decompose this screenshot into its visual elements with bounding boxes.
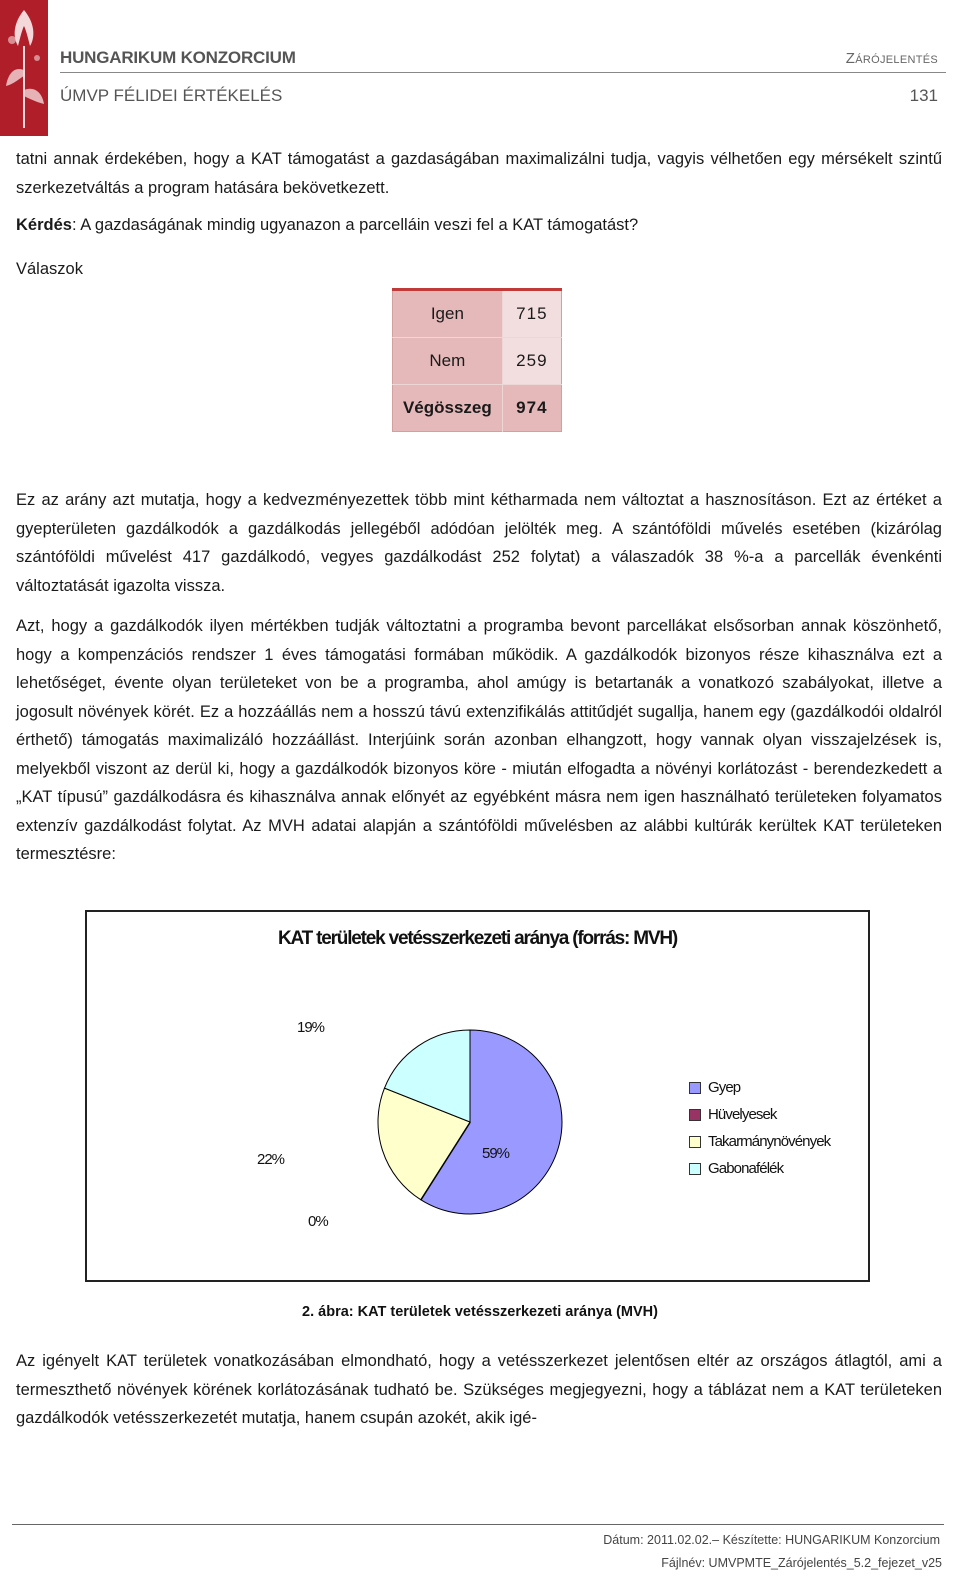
header-organization: HUNGARIKUM KONZORCIUM xyxy=(60,48,296,67)
legend-item xyxy=(689,1128,869,1155)
data-label-gabonafelek: 19% xyxy=(297,1019,325,1036)
table-total-row xyxy=(393,385,562,432)
total-value: 974 xyxy=(502,385,561,432)
table-row xyxy=(393,290,562,338)
paragraph-2: Ez az arány azt mutatja, hogy a kedvezményezettek több mint kétharmada nem változtat a hasznosításon. Ezt az értéket a gyepterületen gazdálkodók a gazdálkodás jellegéből adódóan jelölték meg. A szántóföldi művelés esetében (kizárólag szántóföldi művelést 417 gazdálkodó, vegyes gazdálkodást 252 folytat) a válaszadók 38 %-a a parcellák évenkénti változtatását igazolta vissza. xyxy=(16,491,942,595)
legend-item xyxy=(689,1155,869,1182)
figure-caption: 2. ábra: KAT területek vetésszerkezeti aránya (MVH) xyxy=(302,1304,658,1320)
data-label-gyep: 59% xyxy=(482,1145,510,1162)
consortium-logo xyxy=(0,0,48,136)
legend-label: Gyep xyxy=(708,1079,741,1096)
tulip-logo-icon xyxy=(0,0,48,136)
legend-item xyxy=(689,1101,869,1128)
paragraph-1: tatni annak érdekében, hogy a KAT támogatást a gazdaságában maximalizálni tudja, vagyis vélhetően egy mérsékelt szintű szerkezetváltás a program hatására bekövetkezett. xyxy=(16,150,942,197)
legend-label: Hüvelyesek xyxy=(708,1106,777,1123)
data-label-huvelyesek: 0% xyxy=(308,1213,328,1230)
header-divider xyxy=(60,72,946,73)
page-number: 131 xyxy=(909,86,938,105)
pie-chart xyxy=(85,910,870,1282)
footer-date-author: Dátum: 2011.02.02.– Készítette: HUNGARIKUM Konzorcium xyxy=(603,1533,940,1547)
header-title: ÚMVP FÉLIDEI ÉRTÉKELÉS xyxy=(60,86,283,105)
row-value: 715 xyxy=(502,290,561,338)
legend-swatch xyxy=(689,1163,701,1175)
footer-filename: Fájlnév: UMVPMTE_Zárójelentés_5.2_fejezet_v25 xyxy=(661,1556,942,1570)
question-label: Kérdés xyxy=(16,216,72,234)
question-line xyxy=(16,211,942,240)
legend-swatch xyxy=(689,1109,701,1121)
row-label: Nem xyxy=(393,338,503,385)
legend-item xyxy=(689,1074,869,1101)
answers-table xyxy=(392,288,562,432)
pie-chart-plot xyxy=(87,912,687,1280)
paragraph-4: Az igényelt KAT területek vonatkozásában elmondható, hogy a vetésszerkezet jelentősen eltér az országos átlagtól, ami a termeszthető növények körének korlátozásának tudható be. Szükséges megjegyezni, hogy a táblázat nem a KAT területeken gazdálkodók vetésszerkezetét mutatja, hanem csupán azokét, akik igé- xyxy=(16,1352,942,1427)
footer-divider xyxy=(12,1524,944,1525)
total-label: Végösszeg xyxy=(393,385,503,432)
row-label: Igen xyxy=(393,290,503,338)
legend-swatch xyxy=(689,1136,701,1148)
chart-legend xyxy=(689,1074,869,1182)
chart-title: KAT területek vetésszerkezeti aránya (forrás: MVH) xyxy=(278,928,677,949)
header-report-type: Zárójelentés xyxy=(845,50,938,67)
legend-label: Takarmánynövények xyxy=(708,1133,831,1150)
data-label-takarmanynovenyek: 22% xyxy=(257,1151,285,1168)
question-text: : A gazdaságának mindig ugyanazon a parcelláin veszi fel a KAT támogatást? xyxy=(71,216,639,234)
row-value: 259 xyxy=(502,338,561,385)
paragraph-3: Azt, hogy a gazdálkodók ilyen mértékben tudják változtatni a programba bevont parcellákat elsősorban annak köszönhető, hogy a kompenzációs rendszer 1 éves támogatási formában működik. A gazdálkodók bizonyos része kihasználva ezt a lehetőséget, évente olyan területeket von be a programba, ahol amúgy is betartanák a vonatkozó szabályokat, illetve a jogosult növények körét. Ez a hozzáállás nem a hosszú távú extenzifikálás attitűdjét sugallja, hanem egy (gazdálkodói oldalról érthető) támogatás maximalizáló hozzáállást. Interjúink során azonban elhangzott, hogy vannak olyan visszajelzések is, melyekből viszont az derül ki, hogy a gazdálkodók bizonyos köre - miután elfogadta a növényi korlátozást - berendezkedett a „KAT típusú” gazdálkodásra és kihasználva annak előnyét az egyébként másra nem igen használható területeken folyamatos extenzív gazdálkodást folytat. Az MVH adatai alapján a szántóföldi művelésben az alábbi kultúrák kerültek KAT területeken termesztésre: xyxy=(16,617,942,863)
legend-swatch xyxy=(689,1082,701,1094)
answers-heading: Válaszok xyxy=(16,260,83,278)
table-row xyxy=(393,338,562,385)
legend-label: Gabonafélék xyxy=(708,1160,784,1177)
